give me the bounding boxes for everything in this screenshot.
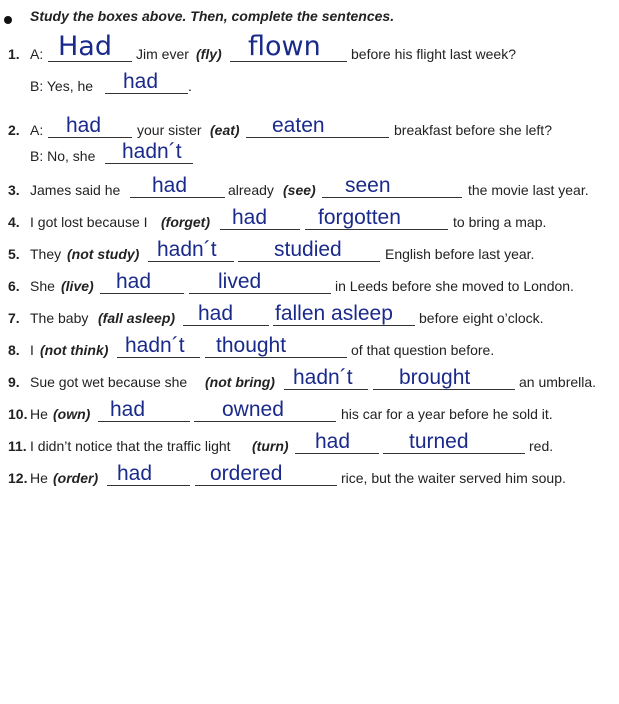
item-7-text: The baby (30, 310, 89, 326)
handwritten-answer: lived (218, 270, 262, 293)
item-number: 2. (8, 122, 20, 138)
item-8-text: I (30, 342, 34, 358)
handwritten-answer: had (116, 270, 152, 293)
item-7-verb: (fall asleep) (98, 310, 176, 326)
item-11-text: I didn’t notice that the traffic light (30, 438, 231, 454)
item-4-text: I got lost because I (30, 214, 148, 230)
item-number: 7. (8, 310, 20, 326)
item-2-text: your sister (137, 122, 202, 138)
handwritten-answer: flown (248, 31, 321, 62)
handwritten-answer: eaten (272, 114, 325, 137)
handwritten-answer: turned (409, 430, 469, 453)
item-12-line (0, 462, 619, 490)
item-10-verb: (own) (53, 406, 91, 422)
item-number: 6. (8, 278, 20, 294)
item-9-text: Sue got wet because she (30, 374, 188, 390)
item-1-text: Jim ever (136, 46, 189, 62)
item-6-verb: (live) (61, 278, 94, 294)
item-6-text-end: in Leeds before she moved to London. (335, 278, 574, 294)
item-3-text: James said he (30, 182, 121, 198)
item-5-text: They (30, 246, 62, 262)
item-6-line (0, 270, 619, 298)
instruction-text: Study the boxes above. Then, complete the sentences. (30, 8, 395, 24)
item-1-speaker-a: A: (30, 46, 44, 62)
item-2-line-a (0, 114, 619, 142)
handwritten-answer: had (117, 462, 153, 485)
item-9-verb: (not bring) (205, 374, 275, 390)
item-4-text-end: to bring a map. (453, 214, 547, 230)
handwritten-answer: had (315, 430, 351, 453)
item-6-text: She (30, 278, 55, 294)
handwritten-answer: hadn´t (293, 366, 353, 389)
item-number: 1. (8, 46, 20, 62)
item-10-text: He (30, 406, 48, 422)
item-1-text-end: before his flight last week? (351, 46, 516, 62)
item-2-line-b (0, 140, 619, 168)
handwritten-answer: hadn´t (122, 140, 182, 163)
item-number: 5. (8, 246, 20, 262)
handwritten-answer: seen (345, 174, 391, 197)
handwritten-answer: brought (399, 366, 471, 389)
item-number: 4. (8, 214, 20, 230)
handwritten-answer: Had (58, 31, 112, 62)
handwritten-answer: ordered (210, 462, 283, 485)
item-3-text-end: the movie last year. (468, 182, 589, 198)
item-12-text-end: rice, but the waiter served him soup. (341, 470, 566, 486)
item-11-line (0, 430, 619, 458)
item-10-line (0, 398, 619, 426)
item-number: 9. (8, 374, 20, 390)
bullet-icon (4, 16, 12, 24)
handwritten-answer: had (66, 114, 102, 137)
item-2-speaker-a: A: (30, 122, 44, 138)
handwritten-answer: studied (274, 238, 342, 261)
item-12-text: He (30, 470, 48, 486)
item-3-verb: (see) (283, 182, 316, 198)
item-1-period: . (188, 78, 192, 94)
handwritten-answer: thought (216, 334, 287, 357)
item-9-text-end: an umbrella. (519, 374, 597, 390)
handwritten-answer: owned (222, 398, 284, 421)
item-7-line (0, 302, 619, 330)
item-7-text-end: before eight o’clock. (419, 310, 544, 326)
item-5-line (0, 238, 619, 266)
item-8-text-end: of that question before. (351, 342, 495, 358)
item-11-text-end: red. (529, 438, 554, 454)
item-1-line-a (0, 31, 619, 66)
item-1-verb: (fly) (196, 46, 222, 62)
item-2-text-end: breakfast before she left? (394, 122, 552, 138)
item-10-text-end: his car for a year before he sold it. (341, 406, 553, 422)
handwritten-answer: had (123, 70, 159, 93)
item-2-verb: (eat) (210, 122, 240, 138)
answer-blank[interactable] (322, 179, 462, 198)
item-number: 12. (8, 470, 28, 486)
item-3-line (0, 174, 619, 202)
item-5-verb: (not study) (67, 246, 140, 262)
item-3-text-mid: already (228, 182, 274, 198)
item-8-line (0, 334, 619, 362)
item-8-verb: (not think) (40, 342, 109, 358)
item-4-line (0, 206, 619, 234)
item-12-verb: (order) (53, 470, 99, 486)
item-number: 10. (8, 406, 28, 422)
item-number: 11. (8, 438, 27, 454)
item-4-verb: (forget) (161, 214, 210, 230)
item-9-line (0, 366, 619, 394)
item-11-verb: (turn) (252, 438, 289, 454)
handwritten-answer: had (198, 302, 234, 325)
handwritten-answer: had (110, 398, 146, 421)
handwritten-answer: had (152, 174, 188, 197)
handwritten-answer: fallen asleep (275, 302, 393, 325)
handwritten-answer: forgotten (318, 206, 401, 229)
item-number: 8. (8, 342, 20, 358)
item-5-text-end: English before last year. (385, 246, 535, 262)
handwritten-answer: hadn´t (157, 238, 217, 261)
item-1-speaker-b: B: Yes, he (30, 78, 94, 94)
item-1-line-b (0, 70, 619, 98)
item-number: 3. (8, 182, 20, 198)
handwritten-answer: had (232, 206, 268, 229)
handwritten-answer: hadn´t (125, 334, 185, 357)
item-2-speaker-b: B: No, she (30, 148, 96, 164)
